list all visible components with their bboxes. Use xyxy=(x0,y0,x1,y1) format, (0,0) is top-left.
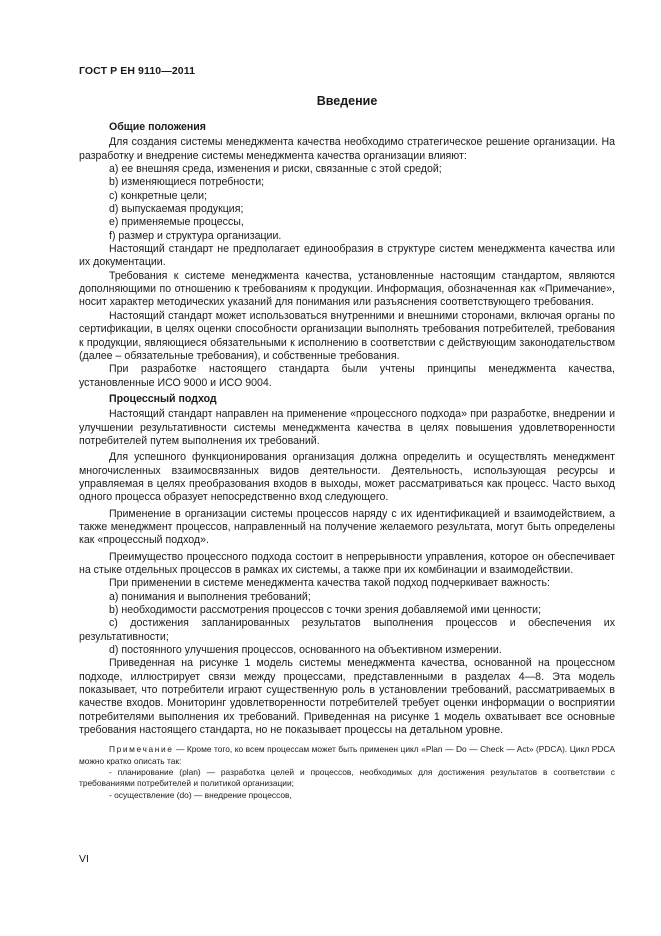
paragraph: Для создания системы менеджмента качества необходимо стратегическое решение организации. На разработку и внедрение системы менеджмента качества организации влияют: xyxy=(79,136,615,162)
paragraph: Требования к системе менеджмента качества, установленные настоящим стандартом, являются дополняющими по отношению к требованиям к продукции. Информация, обозначенная как «Примечание», носит характер методических указаний для понимания или разъяснения соответствующего требования. xyxy=(79,269,615,309)
document-header: ГОСТ Р ЕН 9110—2011 xyxy=(79,65,196,77)
paragraph: Настоящий стандарт может использоваться внутренними и внешними сторонами, включая органы по сертификации, в целях оценки способности организации выполнять требования потребителей, требования к продукции, являющиеся обязательными к исполнению в соответствии с действующим законодательством (далее – обязательные требования), и собственные требования. xyxy=(79,309,615,362)
list-item: b) необходимости рассмотрения процессов с точки зрения добавляемой ими ценности; xyxy=(109,604,542,617)
list-item: d) постоянного улучшения процессов, основанного на объективном измерении. xyxy=(109,644,502,657)
note-paragraph xyxy=(79,744,615,767)
list-item: f) размер и структура организации. xyxy=(109,229,282,242)
subsection-title-process: Процессный подход xyxy=(109,392,217,405)
note-block xyxy=(79,744,615,800)
paragraph: Для успешного функционирования организация должна определить и осуществлять менеджмент многочисленных взаимосвязанных видов деятельности. Деятельность, использующая ресурсы и управляемая в целях преобразования входов в выходы, может рассматриваться как процесс. Часто выход одного процесса образует непосредственно вход следующего. xyxy=(79,451,615,504)
paragraph: Настоящий стандарт направлен на применение «процессного подхода» при разработке, внедрении и улучшении результативности системы менеджмента качества в целях повышения удовлетворенности потребителей путем выполнения их требований. xyxy=(79,408,615,447)
paragraph: Применение в организации системы процессов наряду с их идентификацией и взаимодействием, а также менеджмент процессов, направленный на получение желаемого результата, могут быть определены как «процессный подход». xyxy=(79,507,615,547)
list-item: c) достижения запланированных результатов выполнения процессов и обеспечения их результативности; xyxy=(79,617,615,643)
paragraph: Приведенная на рисунке 1 модель системы менеджмента качества, основанной на процессном подходе, иллюстрирует связи между процессами, представленными в разделах 4—8. Эта модель показывает, что потребители играют существенную роль в установлении требований, рассматриваемых в качестве входов. Мониторинг удовлетворенности потребителей требует оценки информации о восприятии потребителями выполнения их требований. Приведенная на рисунке 1 модель охватывает все основные требования настоящего стандарта, но не показывает процессы на детальном уровне. xyxy=(79,657,615,737)
page-number: VI xyxy=(79,853,89,865)
note-label: Примечание xyxy=(109,744,174,755)
note-item: - осуществление (do) — внедрение процессов, xyxy=(109,789,292,800)
subsection-title-general: Общие положения xyxy=(109,121,206,133)
list-item: a) понимания и выполнения требований; xyxy=(109,590,311,603)
note-item: - планирование (plan) — разработка целей и процессов, необходимых для достижения результатов в соответствии с требованиями потребителей и политикой организации; xyxy=(79,767,615,789)
note-text: — Кроме того, ко всем процессам может быть применен цикл «Plan — Do — Check — Act» (PDCA). Цикл PDCA можно кратко описать так: xyxy=(79,744,615,766)
list-item: c) конкретные цели; xyxy=(109,189,208,202)
paragraph: Настоящий стандарт не предполагает единообразия в структуре систем менеджмента качества или их документации. xyxy=(79,243,615,269)
list-item: a) ее внешняя среда, изменения и риски, связанные с этой средой; xyxy=(109,163,442,176)
paragraph: При разработке настоящего стандарта были учтены принципы менеджмента качества, установленные ИСО 9000 и ИСО 9004. xyxy=(79,363,615,389)
paragraph: Преимущество процессного подхода состоит в непрерывности управления, которое он обеспечивает на стыке отдельных процессов в рамках их системы, а также при их комбинации и взаимодействии. xyxy=(79,550,615,576)
paragraph: При применении в системе менеджмента качества такой подход подчеркивает важность: xyxy=(109,577,550,590)
list-item: d) выпускаемая продукция; xyxy=(109,203,244,216)
page-content xyxy=(79,93,615,801)
list-item: e) применяемые процессы, xyxy=(109,216,244,229)
section-title: Введение xyxy=(316,94,378,108)
list-item: b) изменяющиеся потребности; xyxy=(109,176,265,189)
